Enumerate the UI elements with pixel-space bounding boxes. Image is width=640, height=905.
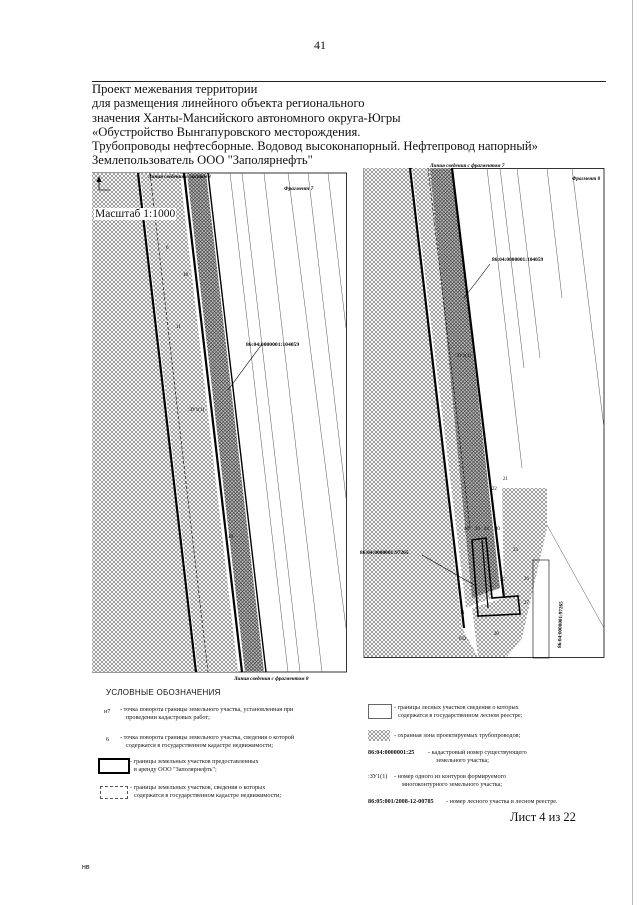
legend-symbol-protection-zone (368, 730, 390, 741)
legend-item-cadastral-number: - кадастровый номер существующего земельного участка; (428, 749, 527, 764)
legend-mark-cadastral-number: 86:04:0000001:25 (368, 749, 415, 756)
legend-title: УСЛОВНЫЕ ОБОЗНАЧЕНИЯ (106, 688, 221, 697)
header-line-1: Проект межевания территории (92, 82, 258, 96)
right-fragment-label: Фрагмент 8 (572, 176, 601, 182)
point-label: 6 (166, 246, 169, 251)
cadastral-number-left: 86:04:0000001:104059 (246, 342, 300, 348)
document-header (92, 82, 612, 168)
legend-mark-existing-point: 6 (106, 736, 110, 743)
legend-item-forest-number: - номер лесного участка в лесном реестре. (446, 798, 558, 805)
legend-symbol-cadastral-boundary (100, 786, 128, 799)
right-top-link-label: Линия сведения с фрагментом 7 (430, 163, 505, 169)
left-bottom-link-label: Линия сведения с фрагментом 8 (234, 676, 309, 682)
legend-symbol-lease-boundary (98, 758, 130, 774)
left-top-link-label: Линия сведения с листом 3 (148, 174, 211, 180)
zu-label-left: :ЗУ1(1) (188, 407, 205, 413)
page-number: 41 (314, 38, 326, 52)
legend-item-forest-boundary: - границы лесных участков сведения о которых содержатся в государственном лесном реестре; (394, 704, 523, 719)
legend-mark-contour: :ЗУ1(1) (368, 773, 388, 780)
footer-mark: нв (82, 864, 90, 871)
legend-item-new-point: - точка поворота границы земельного участка, установленная при проведении кадастровых работ; (120, 706, 294, 721)
point-label: 23 (513, 548, 518, 553)
right-fragment (360, 162, 604, 658)
point-label: 28 (464, 527, 469, 532)
point-label: 25 (500, 578, 505, 583)
header-line-5: Трубопроводы нефтесборные. Водовод высоконапорный. Нефтепровод напорный» (92, 139, 538, 154)
legend-mark-forest-number: 86:05:001/2008-12-00785 (368, 798, 434, 805)
legend-mark-new-point: н7 (104, 708, 111, 715)
point-label: 27 (524, 601, 529, 606)
scale-label: Масштаб 1:1000 (95, 208, 176, 220)
cadastral-map (92, 163, 606, 682)
point-label: 11 (176, 325, 181, 330)
point-label: 21 (503, 477, 508, 482)
point-label: 19 (228, 535, 233, 540)
legend-item-cadastral-boundary: - границы земельных участков, сведения о которых содержатся в государственном кадастре недвижимости; (130, 784, 282, 799)
left-fragment-label: Фрагмент 7 (284, 186, 314, 192)
point-label: 26 (524, 577, 529, 582)
header-line-6: Землепользователь ООО "Заполярнефть" (92, 153, 313, 168)
point-label: 632 (459, 637, 467, 642)
point-label: 30 (495, 527, 500, 532)
header-line-4: «Обустройство Вынгапуровского месторождения. (92, 124, 361, 139)
page-edge-line (632, 0, 633, 905)
point-label: 29 (475, 527, 480, 532)
legend-item-existing-point: - точка поворота границы земельного участка, сведения о которой содержатся в государственном кадастре недвижимости; (120, 734, 295, 749)
cadastral-number-small: 86:04:0000001:97265 (360, 550, 409, 556)
legend-item-protection-zone: - охранная зона проектируемых трубопроводов; (394, 732, 521, 739)
zu-label-right: :ЗУ1(1) (455, 353, 472, 359)
legend-symbol-forest-boundary (368, 704, 392, 719)
header-line-2: для размещения линейного объекта регионального (92, 96, 365, 111)
cadastral-number-vertical: 86:04:0000001:97265 (557, 601, 565, 649)
point-label: 31 (460, 611, 465, 616)
legend-item-contour: - номер одного из контуров формируемого многоконтурного земельного участка; (394, 773, 507, 788)
point-label: 18 (183, 273, 188, 278)
cadastral-number-right: 86:04:0000001:104059 (492, 257, 544, 263)
point-label: 20 (494, 632, 499, 637)
header-line-3: значения Ханты-Мансийского автономного округа-Югры (92, 110, 401, 125)
point-label: 24 (484, 527, 489, 532)
left-fragment (92, 173, 346, 682)
point-label: 22 (492, 487, 497, 492)
sheet-number: Лист 4 из 22 (510, 810, 576, 824)
legend-item-lease-boundary: - границы земельных участков предоставленных в аренду ООО "Заполярнефть"; (130, 758, 259, 773)
